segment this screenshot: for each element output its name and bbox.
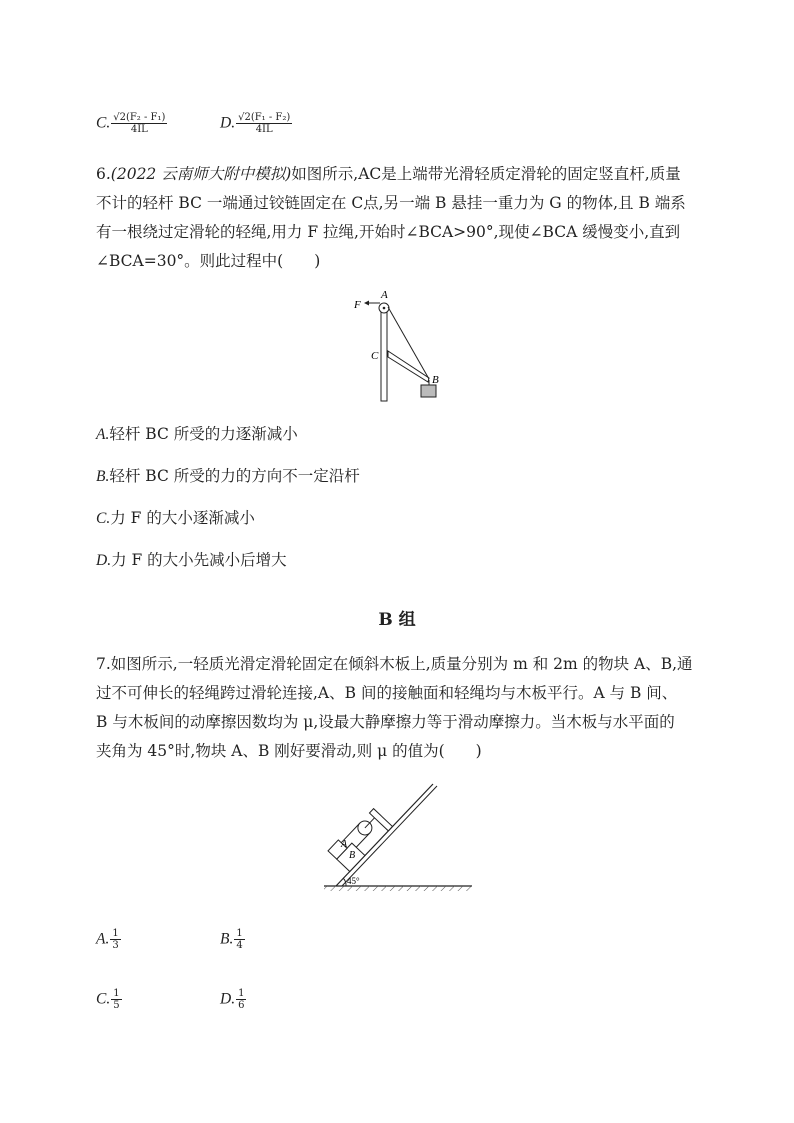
q7-option-b bbox=[220, 928, 245, 951]
q5-option-d bbox=[220, 112, 292, 135]
option-letter: C. bbox=[96, 510, 111, 527]
label-b: B bbox=[432, 374, 439, 386]
q7-stem-line-2: 过不可伸长的轻绳跨过滑轮连接,A、B 间的接触面和轻绳均与木板平行。A 与 B 间、 bbox=[96, 684, 678, 702]
ground-hatch bbox=[324, 886, 472, 891]
q7-option-a bbox=[96, 928, 121, 951]
option-text: 力 F 的大小逐渐减小 bbox=[110, 509, 255, 527]
fraction bbox=[110, 928, 120, 951]
fraction-numerator: √2(F₂ - F₁) bbox=[113, 112, 166, 123]
option-letter: A. bbox=[96, 930, 110, 948]
option-letter: C. bbox=[96, 990, 111, 1008]
fraction-denominator: 5 bbox=[113, 1000, 120, 1011]
q6-figure bbox=[340, 285, 450, 407]
q7-stem-line-1 bbox=[96, 654, 693, 674]
question-source: .(2022 云南师大附中模拟) bbox=[105, 165, 292, 183]
hanging-weight bbox=[421, 385, 436, 397]
light-rod-bc bbox=[388, 351, 429, 382]
label-b: B bbox=[349, 850, 356, 861]
option-letter: B. bbox=[220, 930, 234, 948]
question-number: 7 bbox=[96, 655, 106, 673]
fraction-numerator: 1 bbox=[236, 928, 243, 939]
label-a: A bbox=[381, 289, 388, 301]
fraction bbox=[111, 112, 167, 135]
q7-figure bbox=[316, 778, 478, 894]
stem-text: .如图所示,一轻质光滑定滑轮固定在倾斜木板上,质量分别为 m 和 2m 的物块 A、B,通 bbox=[105, 655, 693, 673]
fraction-denominator: 4IL bbox=[255, 124, 273, 135]
q6-stem-line-4: ∠BCA=30°。则此过程中( ) bbox=[96, 252, 321, 270]
option-letter: D. bbox=[220, 114, 236, 132]
q6-option-a bbox=[96, 424, 298, 445]
q5-option-c bbox=[96, 112, 167, 135]
q7-stem-line-4: 夹角为 45°时,物块 A、B 刚好要滑动,则 μ 的值为( ) bbox=[96, 742, 482, 760]
fraction-denominator: 6 bbox=[238, 1000, 245, 1011]
fraction-numerator: 1 bbox=[113, 988, 120, 999]
q7-stem-line-3: B 与木板间的动摩擦因数均为 μ,设最大静摩擦力等于滑动摩擦力。当木板与水平面的 bbox=[96, 713, 675, 731]
label-c: C bbox=[371, 350, 379, 362]
fraction bbox=[236, 112, 292, 135]
option-text: 轻杆 BC 所受的力逐渐减小 bbox=[109, 425, 298, 443]
label-angle: 45° bbox=[347, 876, 360, 886]
q7-option-c bbox=[96, 988, 122, 1011]
option-letter: D. bbox=[220, 990, 236, 1008]
fraction-numerator: 1 bbox=[238, 988, 245, 999]
fraction bbox=[111, 988, 121, 1011]
q6-option-d bbox=[96, 550, 287, 571]
q6-option-c bbox=[96, 508, 255, 529]
q6-stem-line-1 bbox=[96, 164, 681, 184]
fraction-denominator: 4IL bbox=[130, 124, 148, 135]
option-letter: A. bbox=[96, 426, 110, 443]
option-letter: D. bbox=[96, 552, 112, 569]
q6-option-b bbox=[96, 466, 360, 487]
label-f: F bbox=[354, 299, 361, 311]
fraction-denominator: 4 bbox=[236, 940, 243, 951]
section-title: B 组 bbox=[378, 610, 416, 630]
label-a: A bbox=[341, 839, 348, 850]
q7-option-d bbox=[220, 988, 246, 1011]
option-letter: C. bbox=[96, 114, 111, 132]
fraction-denominator: 3 bbox=[112, 940, 119, 951]
question-number: 6 bbox=[96, 165, 106, 183]
fraction-numerator: 1 bbox=[112, 928, 119, 939]
q6-stem-line-3: 有一根绕过定滑轮的轻绳,用力 F 拉绳,开始时∠BCA>90°,现使∠BCA 缓慢变小,直到 bbox=[96, 223, 681, 241]
option-text: 轻杆 BC 所受的力的方向不一定沿杆 bbox=[109, 467, 360, 485]
q6-stem-line-2: 不计的轻杆 BC 一端通过铰链固定在 C点,另一端 B 悬挂一重力为 G 的物体,且 B 端系 bbox=[96, 194, 686, 212]
vertical-rod bbox=[381, 305, 387, 401]
stem-text: 如图所示,AC是上端带光滑轻质定滑轮的固定竖直杆,质量 bbox=[291, 165, 681, 183]
option-letter: B. bbox=[96, 468, 110, 485]
fraction bbox=[236, 988, 246, 1011]
fraction-numerator: √2(F₁ - F₂) bbox=[238, 112, 291, 123]
option-text: 力 F 的大小先减小后增大 bbox=[111, 551, 287, 569]
fraction bbox=[234, 928, 244, 951]
